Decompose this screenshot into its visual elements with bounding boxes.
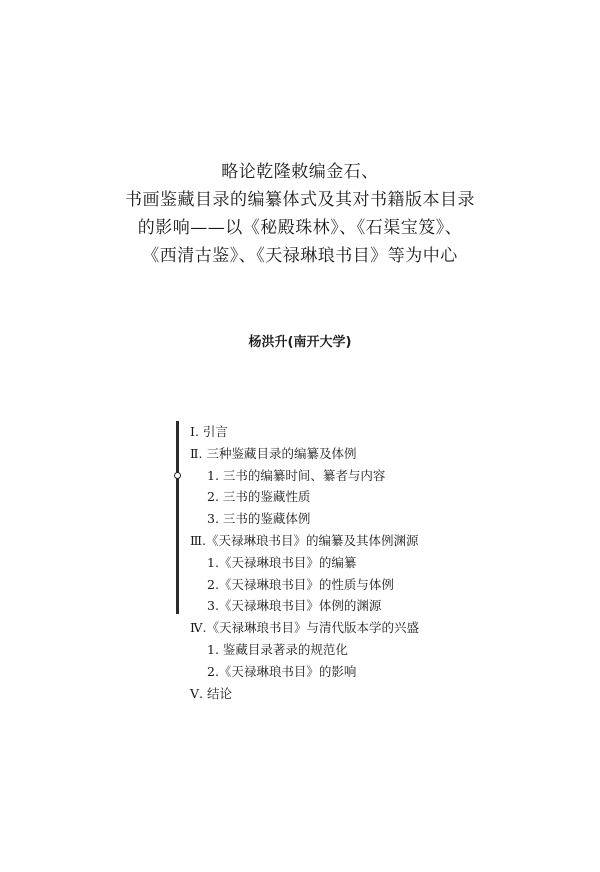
title-line: 略论乾隆敕编金石、 — [221, 162, 379, 182]
toc-bar-node — [174, 472, 181, 479]
toc-item-section: Ⅲ.《天禄琳琅书目》的编纂及其体例渊源 — [190, 532, 419, 548]
toc-item-subsection: 2. 三书的鉴藏性质 — [207, 489, 311, 505]
table-of-contents — [190, 421, 419, 704]
toc-vertical-bar — [176, 421, 179, 614]
toc-item-subsection: 3.《天禄琳琅书目》体例的渊源 — [207, 598, 382, 614]
toc-item-section: Ⅳ.《天禄琳琅书目》与清代版本学的兴盛 — [190, 620, 419, 636]
toc-item-section: Ⅱ. 三种鉴藏目录的编纂及体例 — [190, 445, 357, 461]
author-affiliation: 杨洪升(南开大学) — [248, 335, 352, 350]
title-line: 的影响——以《秘殿珠林》、《石渠宝笈》、 — [137, 218, 463, 238]
toc-item-subsection: 3. 三书的鉴藏体例 — [207, 511, 311, 527]
toc-item-subsection: 1. 鉴藏目录著录的规范化 — [207, 641, 348, 657]
title-line: 《西清古鉴》、《天禄琳琅书目》等为中心 — [142, 246, 458, 266]
title-line: 书画鉴藏目录的编纂体式及其对书籍版本目录 — [125, 190, 475, 210]
toc-item-subsection: 2.《天禄琳琅书目》的影响 — [207, 663, 357, 679]
toc-item-subsection: 1. 三书的编纂时间、纂者与内容 — [207, 467, 386, 483]
toc-item-section: Ⅰ. 引言 — [190, 424, 228, 439]
toc-item-section: Ⅴ. 结论 — [190, 685, 232, 701]
toc-item-subsection: 1.《天禄琳琅书目》的编纂 — [207, 554, 357, 570]
toc-item-subsection: 2.《天禄琳琅书目》的性质与体例 — [207, 576, 394, 592]
paper-title — [0, 158, 600, 270]
